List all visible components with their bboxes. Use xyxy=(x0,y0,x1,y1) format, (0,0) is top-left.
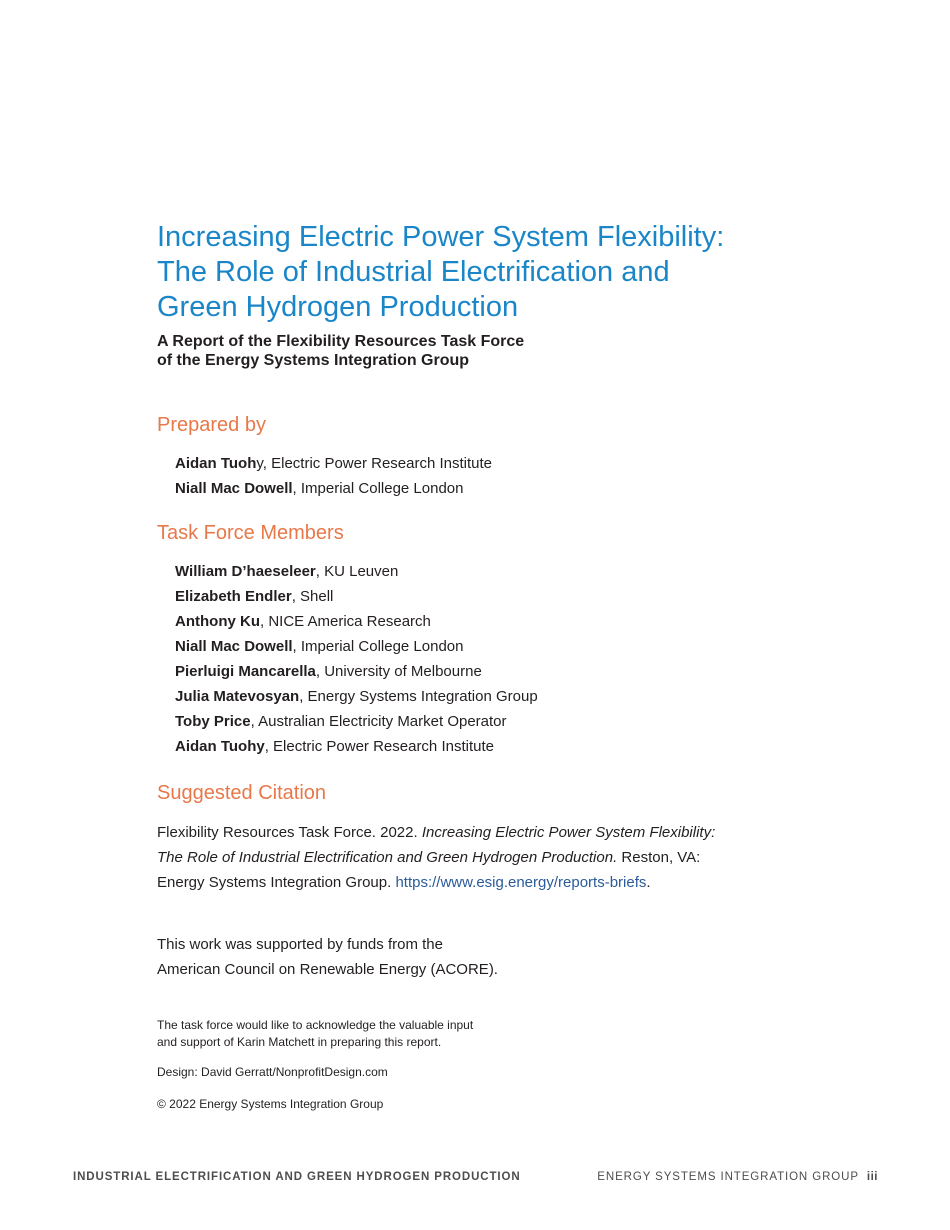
person-name: William D’haeseleer xyxy=(175,563,316,580)
funding-statement xyxy=(157,932,498,982)
citation-line xyxy=(157,870,797,895)
citation-title-italic: The Role of Industrial Electrification and Green Hydrogen Production. xyxy=(157,849,618,866)
citation-publisher: Reston, VA: xyxy=(617,849,701,866)
person-name: Toby Price xyxy=(175,713,251,730)
copyright xyxy=(157,1096,383,1113)
list-item xyxy=(175,709,538,734)
list-item xyxy=(175,584,538,609)
list-item xyxy=(175,734,538,759)
person-affiliation: , University of Melbourne xyxy=(315,663,482,680)
person-affiliation: , Imperial College London xyxy=(292,480,464,497)
list-item xyxy=(175,559,538,584)
person-affiliation: , Australian Electricity Market Operator xyxy=(250,713,507,730)
acknowledgement xyxy=(157,1017,473,1051)
design-credit-text: Design: David Gerratt/NonprofitDesign.com xyxy=(157,1065,388,1079)
report-subtitle-line: A Report of the Flexibility Resources Task Force xyxy=(157,333,525,350)
footer-org-name: ENERGY SYSTEMS INTEGRATION GROUP xyxy=(597,1171,859,1183)
prepared-by-list xyxy=(175,451,492,501)
list-item xyxy=(175,634,538,659)
citation-line xyxy=(157,820,797,845)
citation-end: . xyxy=(646,874,651,891)
citation-heading: Suggested Citation xyxy=(157,782,327,804)
citation-org: Energy Systems Integration Group. xyxy=(157,874,396,891)
person-affiliation: , Shell xyxy=(291,588,334,605)
list-item xyxy=(175,476,492,501)
list-item xyxy=(175,451,492,476)
person-name: Aidan Tuohy xyxy=(175,738,265,755)
person-name-tail: y xyxy=(256,455,263,472)
citation-link[interactable]: https://www.esig.energy/reports-briefs xyxy=(395,874,647,891)
report-subtitle-line: of the Energy Systems Integration Group xyxy=(157,352,470,369)
person-name: Aidan Tuoh xyxy=(175,455,257,472)
list-item xyxy=(175,609,538,634)
report-title-line: The Role of Industrial Electrification and xyxy=(157,256,670,288)
person-name: Anthony Ku xyxy=(175,613,260,630)
citation-line xyxy=(157,845,797,870)
acknowledgement-line: The task force would like to acknowledge the valuable input xyxy=(157,1018,474,1032)
person-name: Julia Matevosyan xyxy=(175,688,300,705)
task-force-list xyxy=(175,559,538,759)
running-footer-org xyxy=(597,1171,878,1183)
citation-lead: Flexibility Resources Task Force. 2022. xyxy=(157,824,422,841)
prepared-by-heading: Prepared by xyxy=(157,414,266,436)
report-title-line: Increasing Electric Power System Flexibility: xyxy=(157,221,725,253)
acknowledgement-line: and support of Karin Matchett in preparing this report. xyxy=(157,1035,442,1049)
funding-line: American Council on Renewable Energy (ACORE). xyxy=(157,961,498,978)
design-credit xyxy=(157,1064,388,1081)
person-name: Niall Mac Dowell xyxy=(175,638,293,655)
list-item xyxy=(175,684,538,709)
person-name: Niall Mac Dowell xyxy=(175,480,293,497)
person-affiliation: , Electric Power Research Institute xyxy=(262,455,493,472)
person-affiliation: , Energy Systems Integration Group xyxy=(299,688,538,705)
person-name: Elizabeth Endler xyxy=(175,588,292,605)
person-affiliation: , NICE America Research xyxy=(259,613,431,630)
person-name: Pierluigi Mancarella xyxy=(175,663,316,680)
list-item xyxy=(175,659,538,684)
person-affiliation: , Electric Power Research Institute xyxy=(264,738,494,755)
citation-title-italic: Increasing Electric Power System Flexibility: xyxy=(421,824,716,841)
task-force-heading: Task Force Members xyxy=(157,522,344,544)
funding-line: This work was supported by funds from the xyxy=(157,936,443,953)
citation-text xyxy=(157,820,797,895)
person-affiliation: , KU Leuven xyxy=(315,563,399,580)
report-title-line: Green Hydrogen Production xyxy=(157,291,519,323)
report-subtitle xyxy=(157,332,757,370)
running-footer-title: INDUSTRIAL ELECTRIFICATION AND GREEN HYDROGEN PRODUCTION xyxy=(73,1171,521,1183)
page-number: iii xyxy=(866,1171,878,1183)
copyright-text: © 2022 Energy Systems Integration Group xyxy=(157,1097,384,1111)
person-affiliation: , Imperial College London xyxy=(292,638,464,655)
report-title xyxy=(157,220,857,325)
